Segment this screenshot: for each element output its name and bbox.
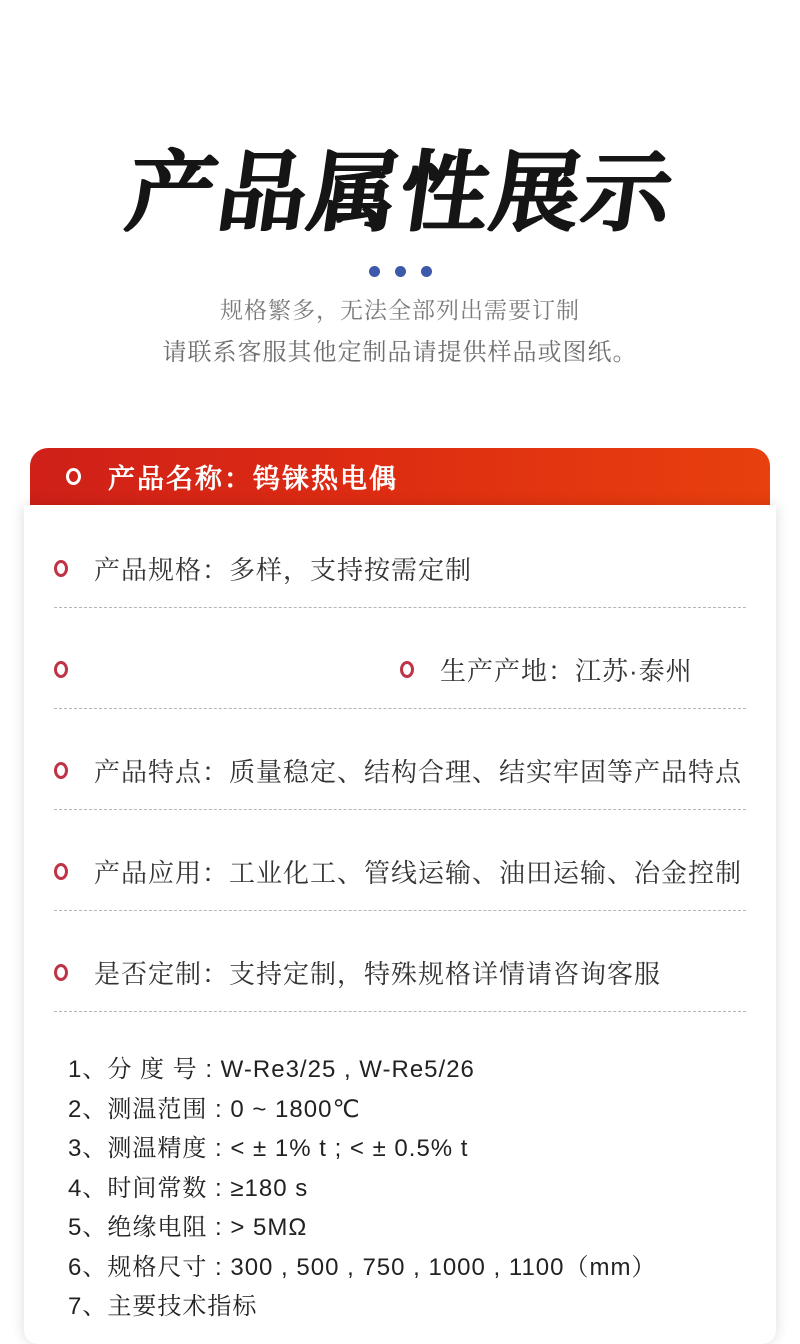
attr-row-origin [54,608,746,709]
spec-item-graduation: 1、分 度 号 : W-Re3/25 , W-Re5/26 [68,1056,475,1083]
attr-row-label: 产品应用：工业化工、管线运输、油田运输、冶金控制 [94,857,743,888]
dot-icon [395,266,406,277]
attr-row-label: 是否定制：支持定制，特殊规格详情请咨询客服 [94,958,662,989]
circle-bullet-icon [66,468,81,485]
attr-row-label: 产品规格：多样，支持按需定制 [94,554,473,585]
spec-item-main-indicators: 7、主要技术指标 [68,1293,258,1320]
circle-bullet-icon [54,762,68,779]
circle-bullet-icon [54,560,68,577]
attributes-card [24,505,776,1344]
hero-subtitle [0,299,800,365]
attr-row-applications [54,810,746,911]
spec-item-accuracy: 3、测温精度 : < ± 1% t ; < ± 0.5% t [68,1135,469,1162]
attr-row-features [54,709,746,810]
tech-spec-list [68,1050,776,1327]
spec-item-insulation: 5、绝缘电阻 : > 5MΩ [68,1214,308,1241]
product-name-label: 产品名称：钨铼热电偶 [108,464,398,494]
spec-item-dimensions: 6、规格尺寸 : 300 , 500 , 750 , 1000 , 1100（mm） [68,1253,657,1281]
page-title: 产品属性展示 [120,143,681,242]
hero-section [0,0,800,365]
attr-row-label: 生产产地：江苏·泰州 [440,655,693,686]
dot-icon [369,266,380,277]
circle-bullet-icon [54,964,68,981]
attr-row-label: 产品特点：质量稳定、结构合理、结实牢固等产品特点 [94,756,743,787]
product-name-header [30,448,770,505]
circle-bullet-icon [54,863,68,880]
subtitle-line-2: 请联系客服其他定制品请提供样品或图纸。 [162,339,638,366]
dots-divider [0,266,800,277]
circle-bullet-icon [400,661,414,678]
attr-row-customization [54,911,746,1012]
dot-icon [421,266,432,277]
subtitle-line-1: 规格繁多，无法全部列出需要订制 [220,297,580,323]
circle-bullet-icon [54,661,68,678]
spec-item-temp-range: 2、测温范围 : 0 ~ 1800℃ [68,1095,361,1123]
spec-item-time-constant: 4、时间常数 : ≥180 s [68,1174,309,1202]
attr-row-spec [54,507,746,608]
